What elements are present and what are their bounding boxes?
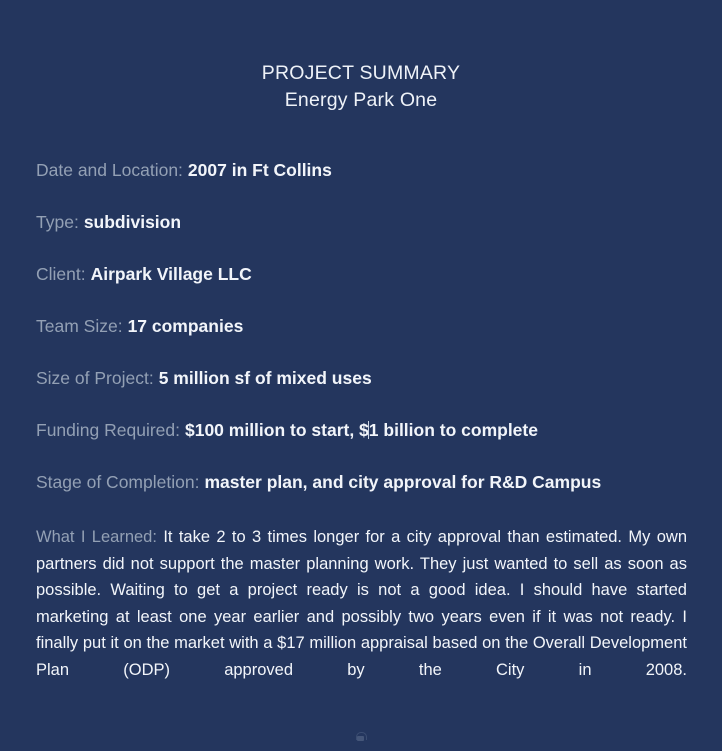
field-value: master plan, and city approval for R&D Campus	[204, 472, 602, 492]
field-label: Size of Project:	[36, 368, 154, 388]
field-value: subdivision	[83, 212, 182, 232]
field-value: 2007 in Ft Collins	[187, 160, 332, 180]
watermark-body	[357, 736, 364, 741]
field-label: Client:	[36, 264, 86, 284]
field-label: Stage of Completion:	[36, 472, 200, 492]
field-value-before-caret: $100 million to start, $	[184, 420, 369, 440]
field-row-stage-of-completion	[36, 469, 696, 521]
what-i-learned-paragraph	[36, 524, 687, 710]
field-value[interactable]	[185, 420, 538, 440]
field-label: Team Size:	[36, 316, 123, 336]
field-label: Date and Location:	[36, 160, 183, 180]
field-value: 17 companies	[127, 316, 244, 336]
field-row-size-of-project	[36, 365, 696, 417]
what-i-learned-body: It take 2 to 3 times longer for a city approval than estimated. My own partners did not support the master planning work. They just wanted to sell as soon as possible. Waiting to get a project ready is not a good idea. I should have started marketing at least one year earlier and possibly two years even if it was not ready. I finally put it on the market with a $17 million appraisal based on the Overall Development Plan (ODP) approved by the City in 2008.	[36, 528, 687, 679]
field-value-after-caret: 1 billion to complete	[368, 420, 538, 440]
faint-watermark-icon	[355, 732, 367, 742]
field-value: 5 million sf of mixed uses	[158, 368, 372, 388]
page-title-main: PROJECT SUMMARY	[261, 62, 461, 84]
page-title-subtitle: Energy Park One	[284, 89, 438, 111]
field-label: Funding Required:	[36, 420, 180, 440]
field-list	[36, 157, 696, 521]
field-row-date-and-location	[36, 157, 696, 209]
field-row-funding-required	[36, 417, 696, 469]
field-row-team-size	[36, 313, 696, 365]
page-title	[0, 60, 722, 114]
field-row-client	[36, 261, 696, 313]
field-label: Type:	[36, 212, 79, 232]
field-row-type	[36, 209, 696, 261]
what-i-learned-label: What I Learned:	[36, 528, 157, 546]
field-value: Airpark Village LLC	[90, 264, 252, 284]
